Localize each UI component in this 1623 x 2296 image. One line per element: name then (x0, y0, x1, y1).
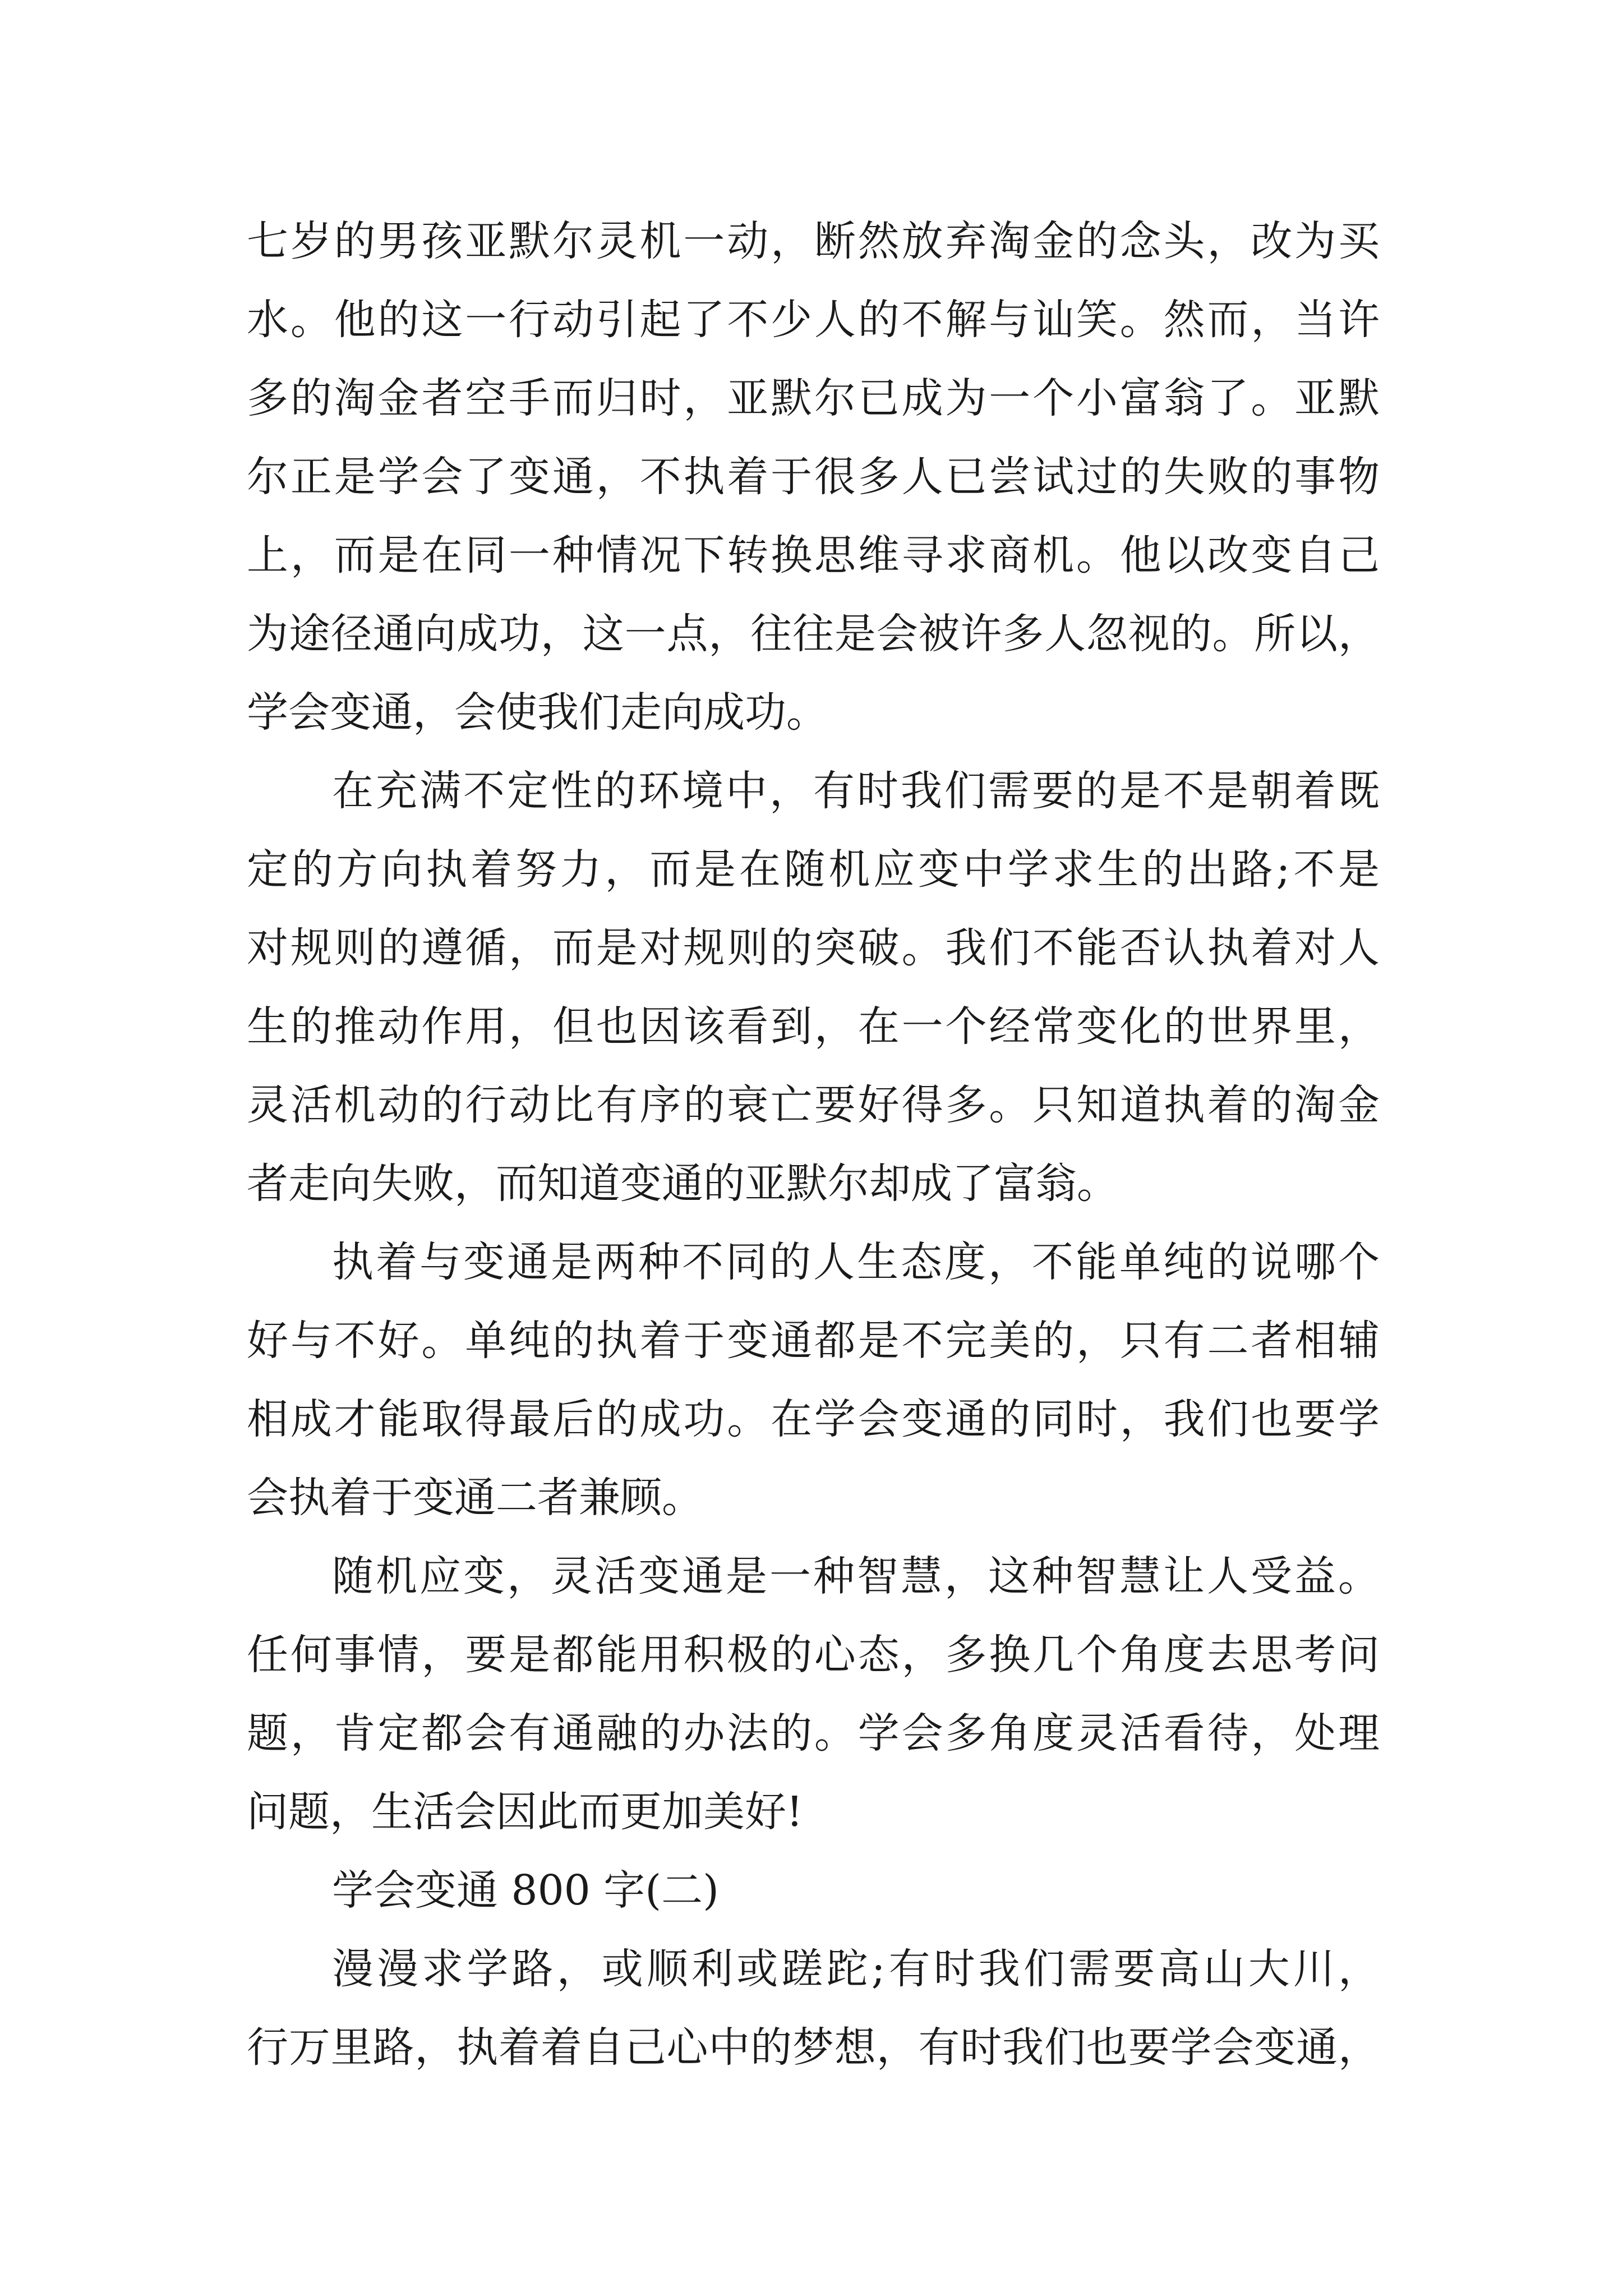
paragraph-line: 水。他的这一行动引起了不少人的不解与讪笑。然而，当许 (247, 296, 1380, 344)
paragraph-line: 多的淘金者空手而归时，亚默尔已成为一个小富翁了。亚默 (247, 374, 1380, 422)
paragraph-line: 相成才能取得最后的成功。在学会变通的同时，我们也要学 (247, 1395, 1380, 1443)
paragraph-line: 随机应变，灵活变通是一种智慧，这种智慧让人受益。 (332, 1552, 1380, 1600)
section-heading: 学会变通 800 字(二) (332, 1866, 720, 1915)
paragraph-line: 会执着于变通二者兼顾。 (247, 1474, 703, 1522)
paragraph-line: 在充满不定性的环境中，有时我们需要的是不是朝着既 (332, 767, 1380, 815)
paragraph-line: 执着与变通是两种不同的人生态度，不能单纯的说哪个 (332, 1238, 1380, 1286)
paragraph-line: 任何事情，要是都能用积极的心态，多换几个角度去思考问 (247, 1631, 1380, 1679)
paragraph-line: 问题，生活会因此而更加美好! (247, 1788, 803, 1836)
paragraph-line: 者走向失败，而知道变通的亚默尔却成了富翁。 (247, 1159, 1118, 1208)
paragraph-line: 生的推动作用，但也因该看到，在一个经常变化的世界里， (247, 1002, 1380, 1051)
paragraph-line: 上，而是在同一种情况下转换思维寻求商机。他以改变自己 (247, 531, 1380, 579)
paragraph-line: 为途径通向成功，这一点，往往是会被许多人忽视的。所以， (247, 610, 1380, 658)
paragraph-line: 定的方向执着努力，而是在随机应变中学求生的出路;不是 (247, 845, 1380, 894)
paragraph-line: 学会变通，会使我们走向成功。 (247, 688, 828, 737)
paragraph-line: 题，肯定都会有通融的办法的。学会多角度灵活看待，处理 (247, 1709, 1380, 1757)
paragraph-line: 好与不好。单纯的执着于变通都是不完美的，只有二者相辅 (247, 1317, 1380, 1365)
paragraph-line: 对规则的遵循，而是对规则的突破。我们不能否认执着对人 (247, 924, 1380, 972)
paragraph-line: 七岁的男孩亚默尔灵机一动，断然放弃淘金的念头，改为买 (247, 217, 1380, 265)
paragraph-line: 灵活机动的行动比有序的衰亡要好得多。只知道执着的淘金 (247, 1081, 1380, 1129)
paragraph-line: 行万里路，执着着自己心中的梦想，有时我们也要学会变通， (247, 2023, 1380, 2072)
paragraph-line: 尔正是学会了变通，不执着于很多人已尝试过的失败的事物 (247, 453, 1380, 501)
paragraph-line: 漫漫求学路，或顺利或蹉跎;有时我们需要高山大川， (332, 1945, 1380, 1993)
